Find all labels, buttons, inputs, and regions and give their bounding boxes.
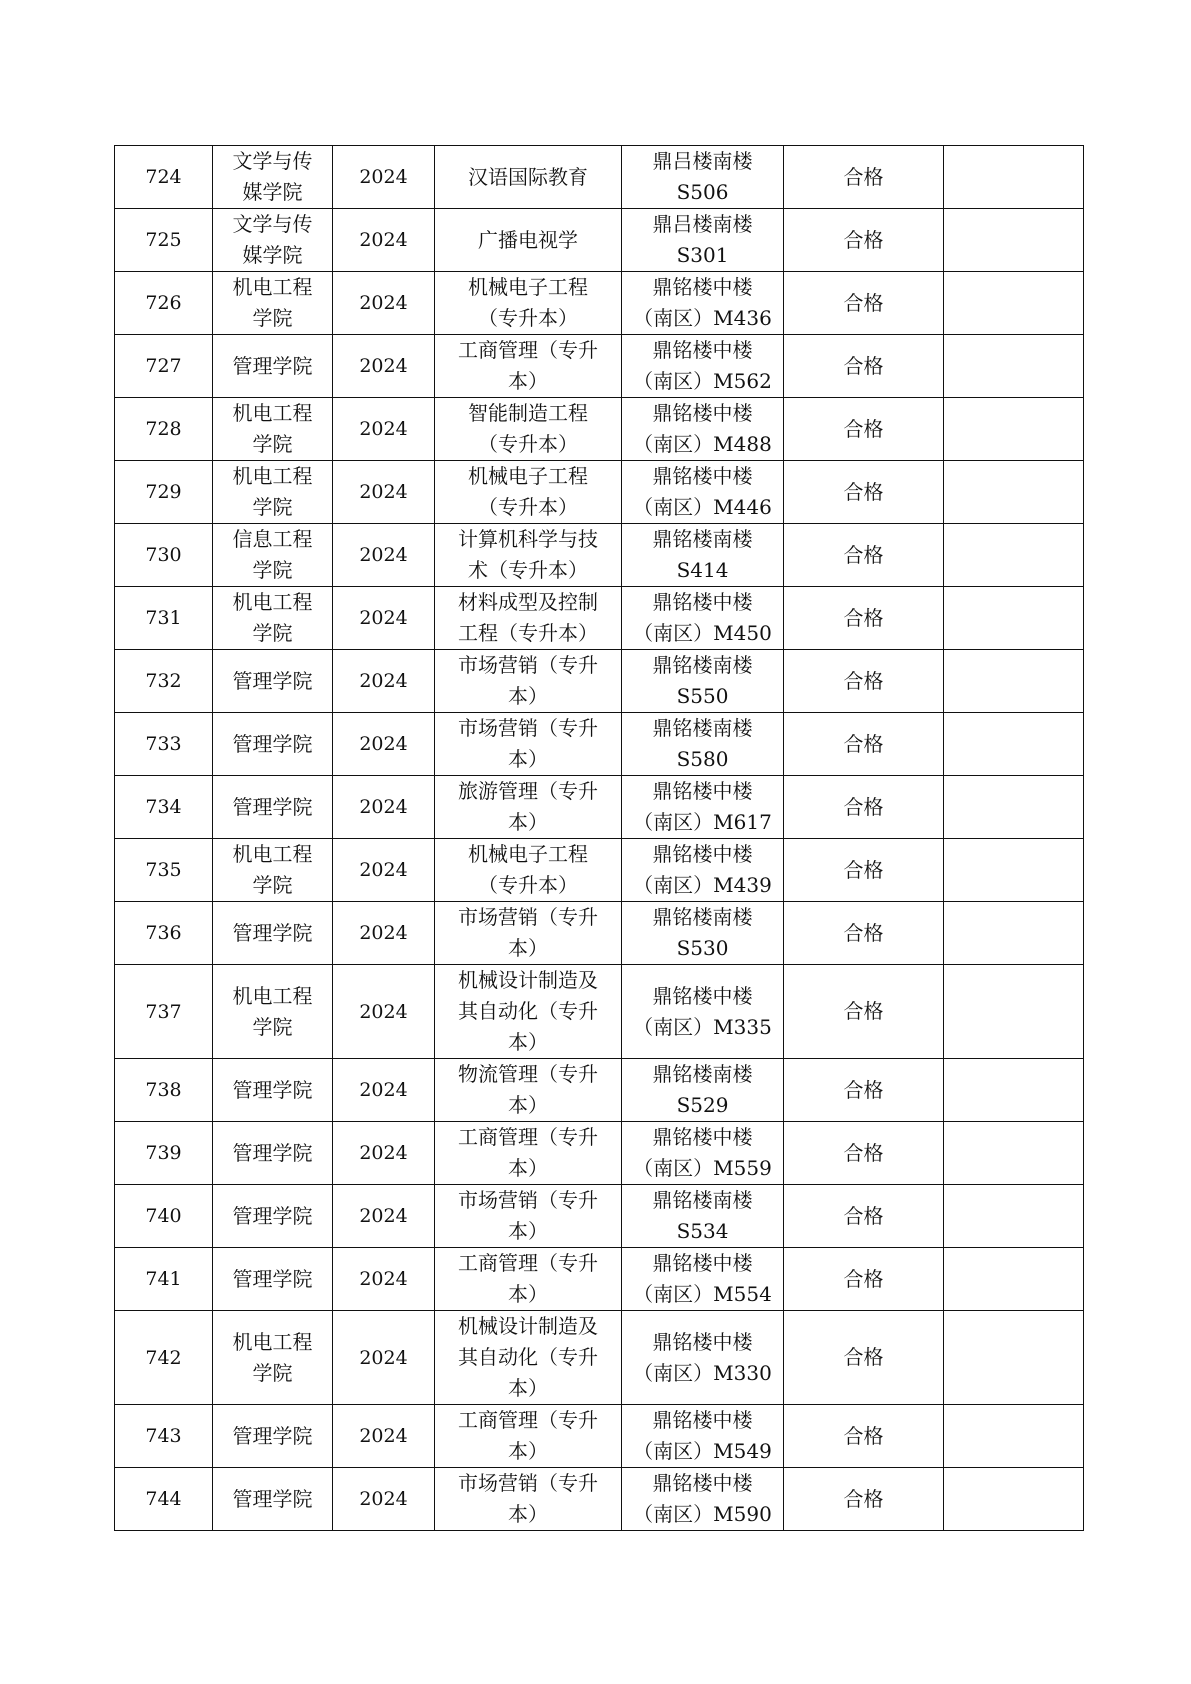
cell-major-text: 材料成型及控制 工程（专升本） [458,590,598,645]
cell-year-text: 2024 [359,1488,408,1510]
table-row [115,398,1084,461]
table-row [115,713,1084,776]
cell-major-text: 机械电子工程 （专升本） [468,464,588,519]
cell-result-text: 合格 [843,542,884,567]
cell-year-text: 2024 [359,922,408,944]
cell-college-text: 管理学院 [232,1266,313,1291]
cell-location [622,1311,784,1405]
cell-major [435,776,622,839]
cell-number-text: 727 [145,355,182,377]
cell-location-text: 鼎铭楼中楼 （南区）M617 [633,779,772,834]
cell-college-text: 机电工程 学院 [232,983,313,1039]
cell-number-text: 738 [145,1079,182,1101]
cell-number [115,713,213,776]
cell-result-text: 合格 [843,668,884,693]
cell-year-text: 2024 [359,796,408,818]
cell-college [213,839,333,902]
cell-year [333,587,435,650]
cell-college [213,776,333,839]
table-row [115,1248,1084,1311]
cell-result [784,587,944,650]
cell-year [333,902,435,965]
cell-location [622,650,784,713]
cell-number [115,524,213,587]
cell-number-text: 735 [145,859,182,881]
cell-result [784,839,944,902]
cell-result-text: 合格 [843,920,884,945]
cell-note [944,902,1084,965]
cell-college [213,1248,333,1311]
cell-number [115,902,213,965]
cell-location [622,587,784,650]
cell-note [944,398,1084,461]
cell-location [622,146,784,209]
cell-year-text: 2024 [359,292,408,314]
cell-number-text: 726 [145,292,182,314]
cell-result-text: 合格 [843,794,884,819]
cell-location-text: 鼎铭楼中楼 （南区）M450 [633,590,772,645]
cell-major [435,587,622,650]
cell-number [115,587,213,650]
cell-number-text: 739 [145,1142,182,1164]
cell-college-text: 机电工程 学院 [232,275,313,330]
cell-college-text: 管理学院 [232,920,313,945]
table-row [115,1059,1084,1122]
cell-college-text: 机电工程 学院 [232,401,313,456]
cell-location [622,713,784,776]
cell-number-text: 744 [145,1488,182,1510]
table-row [115,587,1084,650]
cell-year-text: 2024 [359,166,408,188]
cell-location-text: 鼎铭楼南楼 S529 [652,1062,753,1117]
cell-location-text: 鼎吕楼南楼 S506 [652,149,753,204]
cell-location [622,272,784,335]
cell-note [944,1122,1084,1185]
cell-location [622,398,784,461]
cell-major-text: 智能制造工程 （专升本） [468,401,588,456]
cell-major [435,461,622,524]
cell-major-text: 市场营销（专升 本） [458,1471,598,1526]
cell-major-text: 工商管理（专升 本） [458,338,598,393]
cell-college [213,272,333,335]
cell-result [784,713,944,776]
cell-note [944,1059,1084,1122]
cell-result-text: 合格 [843,731,884,756]
table-row [115,335,1084,398]
cell-college [213,713,333,776]
cell-result [784,209,944,272]
cell-year-text: 2024 [359,355,408,377]
cell-location-text: 鼎铭楼中楼 （南区）M335 [633,983,772,1039]
cell-number-text: 733 [145,733,182,755]
cell-major [435,335,622,398]
cell-result [784,965,944,1059]
cell-number-text: 736 [145,922,182,944]
cell-location [622,1122,784,1185]
cell-major [435,1059,622,1122]
cell-location [622,461,784,524]
cell-number-text: 734 [145,796,182,818]
cell-college [213,398,333,461]
cell-result-text: 合格 [843,1266,884,1291]
cell-result [784,650,944,713]
cell-year [333,1405,435,1468]
cell-number [115,461,213,524]
cell-major [435,965,622,1059]
cell-college [213,587,333,650]
cell-year-text: 2024 [359,670,408,692]
cell-location-text: 鼎铭楼中楼 （南区）M562 [633,338,772,393]
cell-result [784,524,944,587]
cell-number-text: 725 [145,229,182,251]
cell-location [622,1185,784,1248]
cell-year [333,776,435,839]
table-row [115,776,1084,839]
cell-college-text: 管理学院 [232,668,313,693]
cell-college [213,1185,333,1248]
cell-year-text: 2024 [359,1268,408,1290]
cell-note [944,524,1084,587]
cell-major-text: 汉语国际教育 [468,164,588,189]
cell-result [784,1405,944,1468]
cell-number-text: 737 [145,1000,182,1023]
cell-year-text: 2024 [359,481,408,503]
cell-result-text: 合格 [843,1486,884,1511]
cell-location [622,1468,784,1531]
cell-year-text: 2024 [359,859,408,881]
cell-result [784,1248,944,1311]
cell-major-text: 机械电子工程 （专升本） [468,275,588,330]
cell-year-text: 2024 [359,229,408,251]
cell-location-text: 鼎铭楼中楼 （南区）M446 [633,464,772,519]
cell-major-text: 计算机科学与技 术（专升本） [458,527,598,582]
cell-major-text: 市场营销（专升 本） [458,905,598,960]
cell-college-text: 信息工程 学院 [232,527,313,582]
cell-college-text: 管理学院 [232,1140,313,1165]
cell-result-text: 合格 [843,164,884,189]
cell-college [213,650,333,713]
cell-number [115,272,213,335]
cell-note [944,776,1084,839]
cell-year-text: 2024 [359,1205,408,1227]
cell-number [115,776,213,839]
cell-major [435,1468,622,1531]
cell-college [213,1122,333,1185]
cell-location-text: 鼎铭楼南楼 S534 [652,1188,753,1243]
cell-major [435,524,622,587]
cell-result-text: 合格 [843,1140,884,1165]
table-row [115,902,1084,965]
cell-note [944,461,1084,524]
cell-year-text: 2024 [359,1425,408,1447]
cell-major [435,1405,622,1468]
cell-location [622,335,784,398]
cell-year-text: 2024 [359,1000,408,1023]
cell-note [944,650,1084,713]
cell-major [435,272,622,335]
cell-college [213,335,333,398]
cell-year [333,1122,435,1185]
cell-location-text: 鼎铭楼中楼 （南区）M549 [633,1408,772,1463]
cell-number [115,965,213,1059]
cell-college-text: 管理学院 [232,1077,313,1102]
cell-year [333,965,435,1059]
cell-location [622,1248,784,1311]
table-body [115,146,1084,1531]
cell-result [784,398,944,461]
cell-result [784,776,944,839]
cell-note [944,839,1084,902]
cell-major [435,1248,622,1311]
table-row [115,146,1084,209]
cell-number [115,1311,213,1405]
cell-note [944,335,1084,398]
cell-college [213,146,333,209]
cell-year [333,650,435,713]
cell-major [435,902,622,965]
cell-number [115,1122,213,1185]
cell-note [944,587,1084,650]
cell-year [333,524,435,587]
cell-number-text: 729 [145,481,182,503]
cell-number [115,1468,213,1531]
cell-result-text: 合格 [843,605,884,630]
cell-location [622,902,784,965]
cell-result-text: 合格 [843,1203,884,1228]
cell-number-text: 731 [145,607,182,629]
cell-result-text: 合格 [843,416,884,441]
cell-major [435,839,622,902]
cell-result-text: 合格 [843,290,884,315]
cell-year [333,272,435,335]
cell-college-text: 机电工程 学院 [232,1329,313,1385]
cell-result [784,146,944,209]
cell-year [333,398,435,461]
cell-result [784,1185,944,1248]
cell-major-text: 市场营销（专升 本） [458,1188,598,1243]
cell-location [622,776,784,839]
table-row [115,1185,1084,1248]
cell-location [622,965,784,1059]
cell-year [333,1311,435,1405]
cell-number-text: 742 [145,1346,182,1369]
cell-year [333,209,435,272]
cell-result [784,272,944,335]
cell-major-text: 物流管理（专升 本） [458,1062,598,1117]
cell-result-text: 合格 [843,1423,884,1448]
table-row [115,461,1084,524]
cell-location [622,839,784,902]
cell-number-text: 728 [145,418,182,440]
cell-number-text: 732 [145,670,182,692]
table-row [115,650,1084,713]
cell-college [213,902,333,965]
cell-number [115,1248,213,1311]
cell-number [115,335,213,398]
cell-college-text: 管理学院 [232,353,313,378]
cell-year [333,1185,435,1248]
cell-note [944,965,1084,1059]
cell-major [435,209,622,272]
cell-college-text: 机电工程 学院 [232,464,313,519]
cell-location [622,209,784,272]
cell-location-text: 鼎铭楼南楼 S580 [652,716,753,771]
cell-major-text: 机械设计制造及 其自动化（专升 本） [458,1314,598,1400]
cell-result [784,335,944,398]
cell-major-text: 市场营销（专升 本） [458,653,598,708]
cell-major [435,1311,622,1405]
cell-number [115,650,213,713]
cell-year [333,1248,435,1311]
cell-year [333,713,435,776]
cell-result [784,461,944,524]
cell-note [944,146,1084,209]
cell-college [213,1311,333,1405]
cell-year-text: 2024 [359,1142,408,1164]
cell-major-text: 工商管理（专升 本） [458,1125,598,1180]
cell-number-text: 743 [145,1425,182,1447]
cell-number-text: 741 [145,1268,182,1290]
cell-result [784,1468,944,1531]
cell-location-text: 鼎铭楼中楼 （南区）M554 [633,1251,772,1306]
cell-location-text: 鼎铭楼南楼 S414 [652,527,753,582]
cell-result [784,1059,944,1122]
cell-college-text: 机电工程 学院 [232,590,313,645]
table-row [115,965,1084,1059]
cell-major-text: 广播电视学 [478,227,578,252]
cell-location [622,524,784,587]
table-row [115,1468,1084,1531]
cell-location-text: 鼎铭楼中楼 （南区）M439 [633,842,772,897]
cell-number [115,398,213,461]
cell-major [435,1122,622,1185]
cell-number [115,839,213,902]
cell-number [115,209,213,272]
cell-major [435,1185,622,1248]
cell-year-text: 2024 [359,1079,408,1101]
table-row [115,1405,1084,1468]
cell-location [622,1405,784,1468]
cell-major-text: 市场营销（专升 本） [458,716,598,771]
cell-year [333,146,435,209]
cell-year [333,335,435,398]
cell-result-text: 合格 [843,227,884,252]
table-row [115,1122,1084,1185]
cell-location-text: 鼎铭楼南楼 S530 [652,905,753,960]
table-row [115,272,1084,335]
table-row [115,209,1084,272]
cell-result [784,1122,944,1185]
cell-number-text: 740 [145,1205,182,1227]
cell-college [213,209,333,272]
cell-location-text: 鼎铭楼南楼 S550 [652,653,753,708]
cell-year-text: 2024 [359,607,408,629]
cell-college-text: 机电工程 学院 [232,842,313,897]
cell-location-text: 鼎铭楼中楼 （南区）M590 [633,1471,772,1526]
cell-college-text: 管理学院 [232,1423,313,1448]
results-table [114,145,1084,1531]
cell-major-text: 工商管理（专升 本） [458,1251,598,1306]
cell-result-text: 合格 [843,1345,884,1369]
cell-number [115,146,213,209]
cell-location-text: 鼎铭楼中楼 （南区）M436 [633,275,772,330]
cell-college-text: 管理学院 [232,731,313,756]
cell-note [944,209,1084,272]
cell-year-text: 2024 [359,1346,408,1369]
cell-note [944,272,1084,335]
cell-location-text: 鼎铭楼中楼 （南区）M488 [633,401,772,456]
cell-note [944,1468,1084,1531]
cell-college [213,1468,333,1531]
cell-year [333,1468,435,1531]
cell-major-text: 机械设计制造及 其自动化（专升 本） [458,968,598,1054]
table-row [115,524,1084,587]
table-row [115,1311,1084,1405]
cell-major [435,398,622,461]
cell-year [333,461,435,524]
cell-result-text: 合格 [843,353,884,378]
cell-number [115,1059,213,1122]
cell-college-text: 管理学院 [232,1486,313,1511]
cell-college-text: 文学与传 媒学院 [232,149,313,204]
cell-year-text: 2024 [359,418,408,440]
cell-year-text: 2024 [359,733,408,755]
cell-college-text: 文学与传 媒学院 [232,212,313,267]
cell-location [622,1059,784,1122]
cell-number-text: 724 [145,166,182,188]
cell-major-text: 旅游管理（专升 本） [458,779,598,834]
cell-major-text: 机械电子工程 （专升本） [468,842,588,897]
cell-major [435,146,622,209]
cell-major [435,650,622,713]
cell-note [944,1185,1084,1248]
cell-result [784,1311,944,1405]
cell-location-text: 鼎铭楼中楼 （南区）M559 [633,1125,772,1180]
cell-note [944,1405,1084,1468]
cell-note [944,713,1084,776]
cell-year [333,839,435,902]
cell-college [213,1059,333,1122]
cell-major [435,713,622,776]
cell-location-text: 鼎吕楼南楼 S301 [652,212,753,267]
cell-result [784,902,944,965]
cell-number [115,1405,213,1468]
cell-result-text: 合格 [843,1077,884,1102]
cell-number [115,1185,213,1248]
table-row [115,839,1084,902]
cell-result-text: 合格 [843,479,884,504]
cell-result-text: 合格 [843,999,884,1023]
cell-location-text: 鼎铭楼中楼 （南区）M330 [633,1329,772,1385]
cell-college-text: 管理学院 [232,1203,313,1228]
cell-college [213,965,333,1059]
cell-note [944,1311,1084,1405]
cell-result-text: 合格 [843,857,884,882]
cell-number-text: 730 [145,544,182,566]
cell-year [333,1059,435,1122]
cell-year-text: 2024 [359,544,408,566]
cell-note [944,1248,1084,1311]
cell-college [213,461,333,524]
cell-major-text: 工商管理（专升 本） [458,1408,598,1463]
cell-college [213,1405,333,1468]
cell-college [213,524,333,587]
cell-college-text: 管理学院 [232,794,313,819]
